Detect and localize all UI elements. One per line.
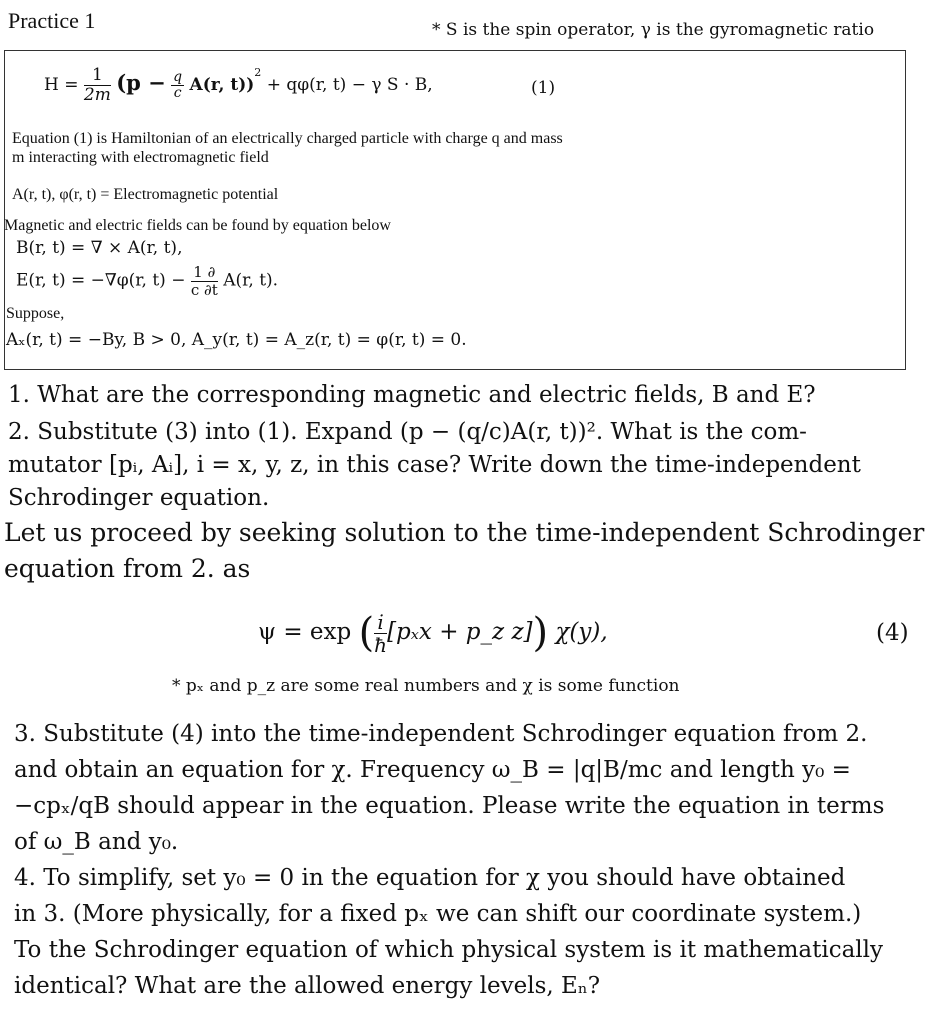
potential-definition: A(r, t), φ(r, t) = Electromagnetic potential bbox=[12, 186, 279, 203]
ham-prefactor bbox=[84, 66, 111, 104]
e-def-part-a: E(r, t) = −∇φ(r, t) − bbox=[16, 270, 186, 291]
e-field-definition bbox=[16, 264, 278, 298]
question-3-line-3: −cpₓ/qB should appear in the equation. Please write the equation in terms bbox=[14, 793, 885, 819]
equation-number-4: (4) bbox=[876, 620, 909, 646]
psi-exponent: [pₓx + p_z z] bbox=[387, 619, 533, 645]
equation-number-1: (1) bbox=[531, 78, 556, 98]
proceed-line-1: Let us proceed by seeking solution to the time-independent Schrodinger bbox=[4, 518, 925, 547]
ham-q: q bbox=[173, 68, 183, 85]
question-3-line-4: of ω_B and y₀. bbox=[14, 829, 179, 855]
psi-open-paren: ( bbox=[358, 610, 375, 656]
question-4-line-3: To the Schrodinger equation of which physical system is it mathematically bbox=[14, 937, 883, 963]
ham-kinetic-close: A(r, t)) bbox=[189, 75, 255, 95]
question-4-line-2: in 3. (More physically, for a fixed pₓ we can shift our coordinate system.) bbox=[14, 901, 862, 927]
e-def-derivative-num: 1 ∂ bbox=[191, 264, 218, 282]
description-line-1: Equation (1) is Hamiltonian of an electrically charged particle with charge q and mass bbox=[12, 130, 563, 147]
proceed-line-2: equation from 2. as bbox=[4, 554, 251, 583]
psi-hbar: ħ bbox=[374, 632, 388, 657]
ham-c: c bbox=[173, 85, 182, 101]
psi-note: * pₓ and p_z are some real numbers and χ is some function bbox=[172, 676, 680, 696]
e-def-part-b: A(r, t). bbox=[223, 270, 279, 291]
ham-q-over-c bbox=[171, 70, 184, 102]
question-2-line-2: mutator [pᵢ, Aᵢ], i = x, y, z, in this case? Write down the time-independent bbox=[8, 452, 861, 478]
b-field-definition: B(r, t) = ∇ × A(r, t), bbox=[16, 238, 183, 258]
psi-close-paren: ) bbox=[532, 610, 549, 656]
hamiltonian-equation bbox=[44, 66, 433, 105]
question-4-line-4: identical? What are the allowed energy levels, Eₙ? bbox=[14, 973, 601, 999]
ham-lhs: H = bbox=[44, 75, 79, 95]
question-2-line-1: 2. Substitute (3) into (1). Expand (p − (q/c)A(r, t))². What is the com- bbox=[8, 419, 807, 445]
question-4-line-1: 4. To simplify, set y₀ = 0 in the equation for χ you should have obtained bbox=[14, 865, 846, 891]
suppose-equation: Aₓ(r, t) = −By, B > 0, A_y(r, t) = A_z(r, t) = φ(r, t) = 0. bbox=[6, 330, 467, 350]
ham-kinetic-open: (p − bbox=[116, 70, 166, 95]
fields-intro: Magnetic and electric fields can be found by equation below bbox=[4, 217, 391, 234]
page-title: Practice 1 bbox=[8, 8, 96, 33]
psi-i-over-hbar bbox=[374, 611, 387, 656]
spin-operator-note: * S is the spin operator, γ is the gyromagnetic ratio bbox=[432, 20, 875, 40]
ham-potential-terms: + qφ(r, t) − γ S · B, bbox=[266, 75, 433, 95]
description-line-2: m interacting with electromagnetic field bbox=[12, 149, 269, 166]
psi-chi: χ(y), bbox=[555, 619, 608, 645]
psi-equation bbox=[258, 610, 608, 656]
ham-square: 2 bbox=[254, 66, 262, 79]
ham-prefactor-den: 2m bbox=[83, 85, 111, 105]
e-def-derivative bbox=[191, 264, 218, 298]
question-3-line-2: and obtain an equation for χ. Frequency ω_B = |q|B/mc and length y₀ = bbox=[14, 757, 851, 783]
question-1: 1. What are the corresponding magnetic and electric fields, B and E? bbox=[8, 382, 816, 408]
psi-lhs: ψ = exp bbox=[258, 619, 352, 645]
suppose-label: Suppose, bbox=[6, 305, 65, 322]
question-3-line-1: 3. Substitute (4) into the time-independent Schrodinger equation from 2. bbox=[14, 721, 868, 747]
question-2-line-3: Schrodinger equation. bbox=[8, 485, 270, 511]
psi-i: i bbox=[374, 611, 387, 634]
e-def-derivative-den: c ∂t bbox=[190, 280, 218, 299]
ham-prefactor-num: 1 bbox=[84, 66, 111, 86]
